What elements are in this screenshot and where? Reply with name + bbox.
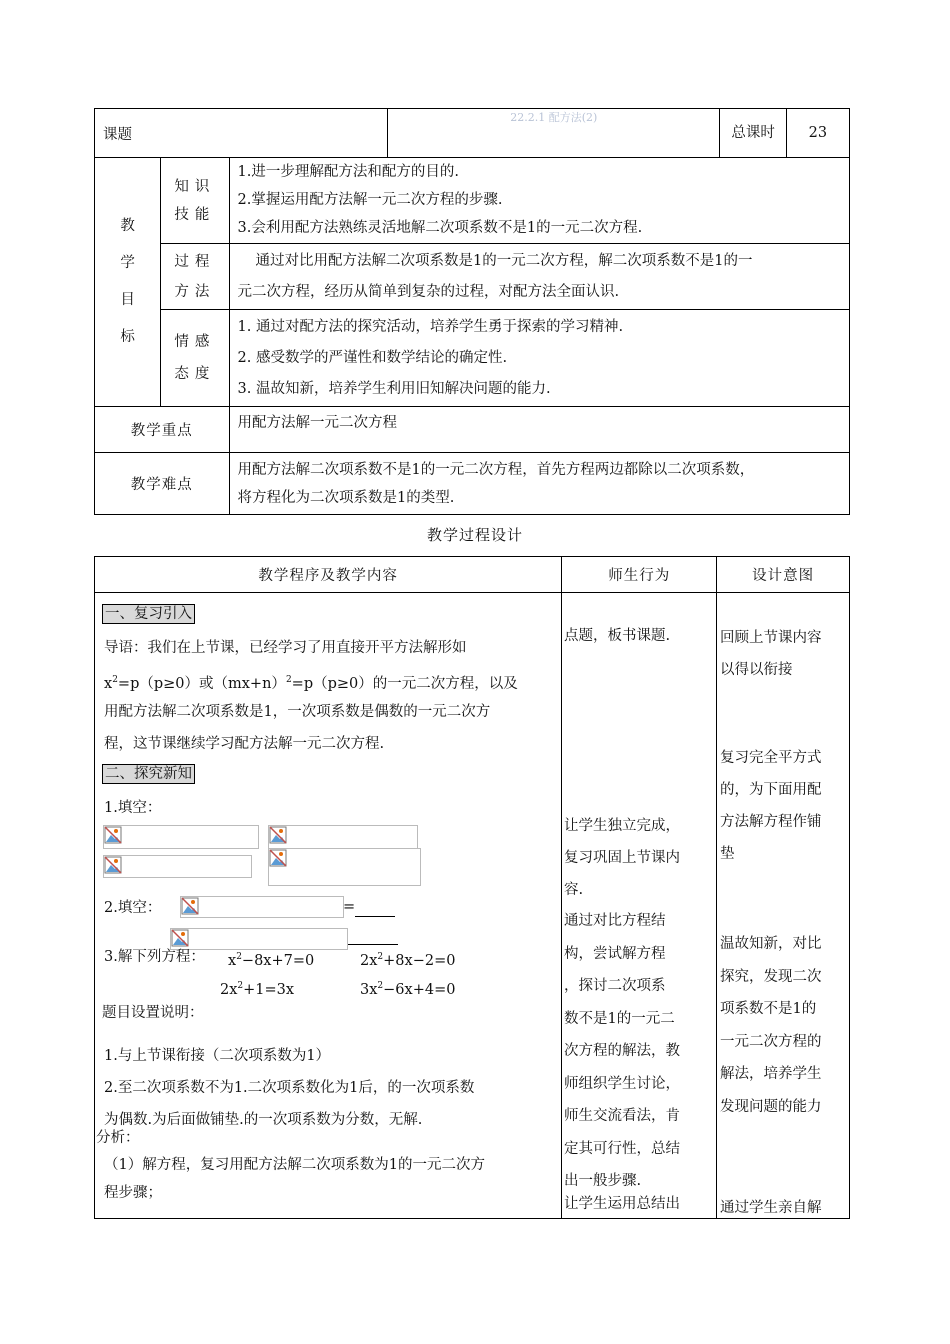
difficulty-label: 教学难点: [130, 477, 193, 493]
process-line: 元二次方程，经历从简单到复杂的过程，对配方法全面认识.: [237, 283, 620, 300]
intent-line: 探究，发现二次: [720, 968, 822, 985]
analysis-line: （1）解方程，复习用配方法解二次项系数为1的一元二次方: [104, 1157, 485, 1173]
intent-line: 温故知新，对比: [720, 936, 822, 952]
note-line: 为偶数.为后面做铺垫.的一次项系数为分数，无解.: [104, 1112, 423, 1128]
key-point-text-cell: [229, 407, 849, 453]
behavior-line: 数不是1的一元二: [564, 1010, 675, 1027]
formula-image: [268, 825, 418, 849]
behavior-line: 复习巩固上节课内: [564, 850, 680, 866]
intro-text: =p（p≥0）的一元二次方程，以及: [291, 675, 518, 692]
eq-text: 2x: [360, 952, 378, 969]
eq-sup: 2: [377, 952, 384, 962]
intro-sup: 2: [112, 675, 118, 685]
emotion-label-cell: [161, 310, 229, 407]
review-heading: 一、复习引入: [102, 604, 195, 624]
intent-line: 方法解方程作铺: [720, 814, 822, 830]
difficulty-text-cell: [229, 453, 849, 515]
intent-paragraph: [720, 742, 822, 870]
behavior-line: 通过对比方程结: [564, 913, 666, 929]
solve-label: 3.解下列方程：: [104, 949, 205, 965]
goals-label-char: 学: [120, 255, 135, 271]
broken-image-icon: [171, 929, 189, 947]
process-text-cell: [229, 244, 849, 310]
answer-blank: [348, 944, 398, 945]
explore-heading: 二、探究新知: [102, 764, 195, 784]
process-label-cell: [161, 244, 229, 310]
review-heading-wrap: [102, 604, 195, 624]
topic-label: 课题: [103, 126, 132, 143]
intro-line: 用配方法解二次项系数是1，一次项系数是偶数的一元二次方: [104, 704, 491, 720]
equation: [360, 947, 455, 971]
intro-line: 导语：我们在上节课，已经学习了用直接开平方法解形如: [104, 640, 467, 656]
eq-text: +1=3x: [243, 981, 295, 998]
broken-image-icon: [269, 826, 287, 844]
broken-image-icon: [104, 856, 122, 874]
equals-sign: =: [343, 899, 356, 915]
behavior-paragraph: [564, 810, 680, 906]
section-title: 教学过程设计: [426, 526, 523, 544]
topic-value: 22.2.1 配方法(2): [510, 111, 598, 124]
eq-text: x: [228, 952, 237, 969]
lesson-info-table: [94, 108, 850, 515]
behavior-line: 定其可行性，总结: [564, 1140, 680, 1157]
goals-label-char: 标: [120, 329, 135, 345]
intent-text: 通过学生亲自解: [720, 1200, 822, 1216]
eq-sup: 2: [236, 952, 242, 962]
process-line: 通过对比用配方法解二次项系数是1的一元二次方程，解二次项系数不是1的一: [255, 252, 753, 269]
emotion-label: 态度: [174, 366, 216, 382]
hours-value-cell: [786, 109, 849, 158]
hours-label-cell: [720, 109, 786, 158]
broken-image-icon: [104, 826, 122, 844]
key-point-text: 用配方法解一元二次方程: [237, 415, 398, 431]
behavior-line: 师组织学生讨论，: [564, 1075, 680, 1092]
header-intent-label: 设计意图: [752, 568, 815, 584]
intent-line: 发现问题的能力: [720, 1098, 822, 1115]
behavior-line: 容.: [564, 882, 584, 898]
eq-text: −8x+7=0: [241, 952, 315, 969]
intro-line-2: [104, 670, 518, 694]
intent-line: 项系数不是1的: [720, 1001, 817, 1017]
emotion-item: 1. 通过对配方法的探究活动，培养学生勇于探索的学习精神.: [237, 318, 624, 335]
knowledge-label: 知识: [174, 178, 216, 195]
behavior-text: 让学生运用总结出: [564, 1196, 680, 1212]
topic-value-cell: [388, 109, 720, 158]
intro-text: x: [104, 675, 113, 692]
eq-sup: 2: [377, 981, 384, 991]
behavior-line: 次方程的解法，教: [564, 1043, 680, 1059]
eq-text: 2x: [220, 981, 238, 998]
behavior-line: 出一般步骤.: [564, 1173, 642, 1189]
header-behavior-label: 师生行为: [608, 568, 671, 584]
key-point-label-cell: [95, 407, 230, 453]
goals-label-char: 教: [120, 218, 135, 234]
equals-blank: [343, 897, 395, 917]
goals-label-cell: [95, 158, 161, 407]
intent-line: 垫: [720, 846, 735, 862]
knowledge-item: 1.进一步理解配方法和配方的目的.: [237, 164, 459, 180]
formula-image: [268, 848, 421, 886]
fill-label-2: 2.填空：: [104, 900, 162, 916]
header-intent: [717, 557, 850, 593]
behavior-paragraph: [564, 905, 680, 1198]
emotion-item: 2. 感受数学的严谨性和数学结论的确定性.: [237, 349, 508, 366]
analysis-title: 分析：: [96, 1130, 140, 1146]
fill-label-1: 1.填空：: [104, 800, 162, 816]
intent-paragraph: [720, 622, 822, 686]
behavior-line: 让学生独立完成，: [564, 818, 680, 834]
analysis-line: 程步骤；: [104, 1185, 162, 1201]
equation: [228, 947, 314, 971]
behavior-text: 点题，板书课题.: [564, 628, 671, 644]
intro-text: =p（p≥0）或（mx+n）: [117, 675, 286, 692]
intro-line: 程，这节课继续学习配方法解一元二次方程.: [104, 736, 385, 752]
knowledge-label: 技能: [174, 206, 216, 223]
hours-label: 总课时: [731, 125, 775, 141]
knowledge-item: 2.掌握运用配方法解一元二次方程的步骤.: [237, 192, 503, 208]
intent-line: 的，为下面用配: [720, 782, 822, 798]
eq-sup: 2: [237, 981, 244, 991]
intent-line: 以得以衔接: [720, 662, 793, 678]
goals-label-char: 目: [120, 292, 135, 308]
explore-heading-wrap: [102, 764, 195, 784]
difficulty-label-cell: [95, 453, 230, 515]
formula-image: [103, 855, 252, 878]
note-line: 2.至二次项系数不为1.二次项系数化为1后，的一次项系数: [104, 1080, 475, 1096]
header-content: [95, 557, 562, 593]
behavior-line: 构，尝试解方程: [564, 945, 666, 962]
formula-image: [180, 896, 344, 918]
answer-blank: [355, 902, 395, 917]
hours-value: 23: [808, 125, 828, 141]
header-content-label: 教学程序及教学内容: [258, 568, 398, 584]
knowledge-label-cell: [161, 158, 229, 244]
intent-line: 一元二次方程的: [720, 1033, 822, 1050]
emotion-label: 情感: [174, 334, 216, 350]
behavior-line: 师生交流看法，肯: [564, 1108, 680, 1124]
formula-image: [103, 825, 259, 849]
note-line: 1.与上节课衔接（二次项系数为1）: [104, 1048, 331, 1064]
broken-image-icon: [269, 849, 287, 867]
behavior-line: ，探讨二次项系: [564, 978, 666, 994]
equation: [220, 976, 294, 1000]
intent-cell: [717, 593, 850, 1219]
difficulty-line: 将方程化为二次项系数是1的类型.: [237, 489, 455, 506]
intent-paragraph: [720, 928, 822, 1123]
intent-line: 复习完全平方式: [720, 750, 822, 766]
key-point-label: 教学重点: [130, 423, 193, 439]
emotion-item: 3. 温故知新，培养学生利用旧知解决问题的能力.: [237, 380, 551, 397]
knowledge-items-cell: [229, 158, 849, 244]
process-label: 过程: [174, 253, 216, 270]
difficulty-line: 用配方法解二次项系数不是1的一元二次方程，首先方程两边都除以二次项系数，: [237, 461, 755, 478]
broken-image-icon: [181, 897, 199, 915]
emotion-items-cell: [229, 310, 849, 407]
header-behavior: [562, 557, 717, 593]
intro-sup: 2: [285, 675, 292, 685]
knowledge-item: 3.会利用配方法熟练灵活地解二次项系数不是1的一元二次方程.: [237, 220, 643, 236]
topic-label-cell: [95, 109, 388, 158]
eq-text: −6x+4=0: [383, 981, 456, 998]
note-title: 题目设置说明：: [102, 1005, 204, 1021]
process-label: 方法: [174, 283, 216, 300]
equation: [360, 976, 455, 1000]
intent-line: 回顾上节课内容: [720, 630, 822, 646]
eq-text: +8x−2=0: [383, 952, 456, 969]
intent-line: 解法，培养学生: [720, 1066, 822, 1082]
eq-text: 3x: [360, 981, 378, 998]
